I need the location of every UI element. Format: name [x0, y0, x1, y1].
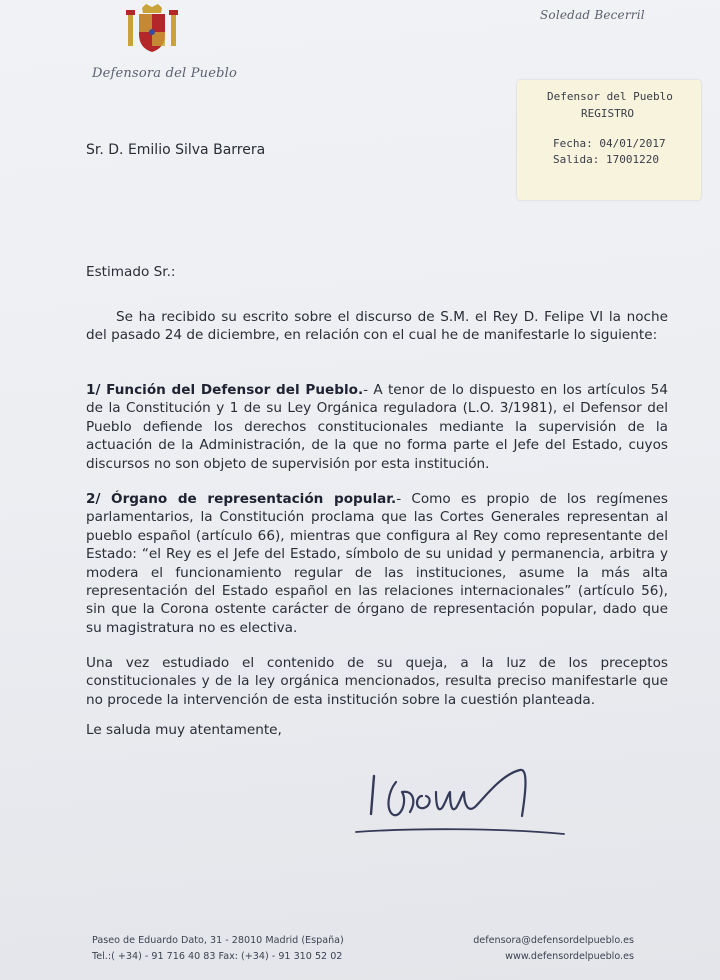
section-2-heading: 2/ Órgano de representación popular.: [86, 491, 397, 507]
footer-online: [466, 933, 634, 965]
footer-contact: [92, 933, 344, 965]
stamp-exit-number: Salida: 17001220: [553, 153, 659, 166]
section-2-text: - Como es propio de los regímenes parlamentarios, la Constitución proclama que las Cortes Generales representan al pueblo español (artículo 66), mientras que configura al Rey como representante del Estado: “el Rey es el Jefe del Estado, símbolo de su unidad y permanencia, arbitra y modera el funcionamiento regular de las instituciones, asume la más alta representación del Estado español en las relaciones internacionales” (artículo 56), sin que la Corona ostente carácter de órgano de representación popular, dado que su magistratura no es electiva.: [86, 491, 668, 636]
footer-email: defensora@defensordelpueblo.es: [473, 935, 634, 946]
signature-icon: [352, 762, 572, 842]
section-1-text: - A tenor de lo dispuesto en los artículos 54 de la Constitución y 1 de su Ley Orgánica reguladora (L.O. 3/1981), el Defensor del Pueblo defiende los derechos constitucionales mediante la supervisión de la actuación de la Administración, de la que no forma parte el Jefe del Estado, cuyos discursos no son objeto de supervisión por esta institución.: [86, 382, 668, 472]
signatory-name: Soledad Becerril: [540, 8, 645, 22]
paragraph-intro: Se ha recibido su escrito sobre el discurso de S.M. el Rey D. Felipe VI la noche del pasado 24 de diciembre, en relación con el cual he de manifestarle lo siguiente:: [86, 309, 668, 344]
section-1-heading: 1/ Función del Defensor del Pueblo.: [86, 382, 364, 398]
closing: Le saluda muy atentamente,: [86, 722, 282, 738]
section-1: [86, 381, 668, 473]
institution-name: Defensora del Pueblo: [92, 66, 238, 81]
footer-address: Paseo de Eduardo Dato, 31 - 28010 Madrid (España): [92, 935, 344, 946]
recipient: Sr. D. Emilio Silva Barrera: [86, 142, 266, 158]
stamp-date: Fecha: 04/01/2017: [553, 137, 666, 150]
section-2: [86, 490, 668, 637]
coat-of-arms-icon: [124, 2, 180, 54]
stamp-office: Defensor del Pueblo: [547, 90, 673, 103]
footer-phone: Tel.:( +34) - 91 716 40 83 Fax: (+34) - 91 310 52 02: [92, 951, 343, 962]
greeting: Estimado Sr.:: [86, 264, 176, 280]
stamp-registry: REGISTRO: [581, 107, 634, 120]
registry-stamp: [517, 80, 701, 200]
paragraph-conclusion: Una vez estudiado el contenido de su queja, a la luz de los preceptos constitucionales y de la ley orgánica mencionados, resulta preciso manifestarle que no procede la intervención de esta institución sobre la cuestión planteada.: [86, 655, 668, 708]
footer-website: www.defensordelpueblo.es: [505, 951, 634, 962]
